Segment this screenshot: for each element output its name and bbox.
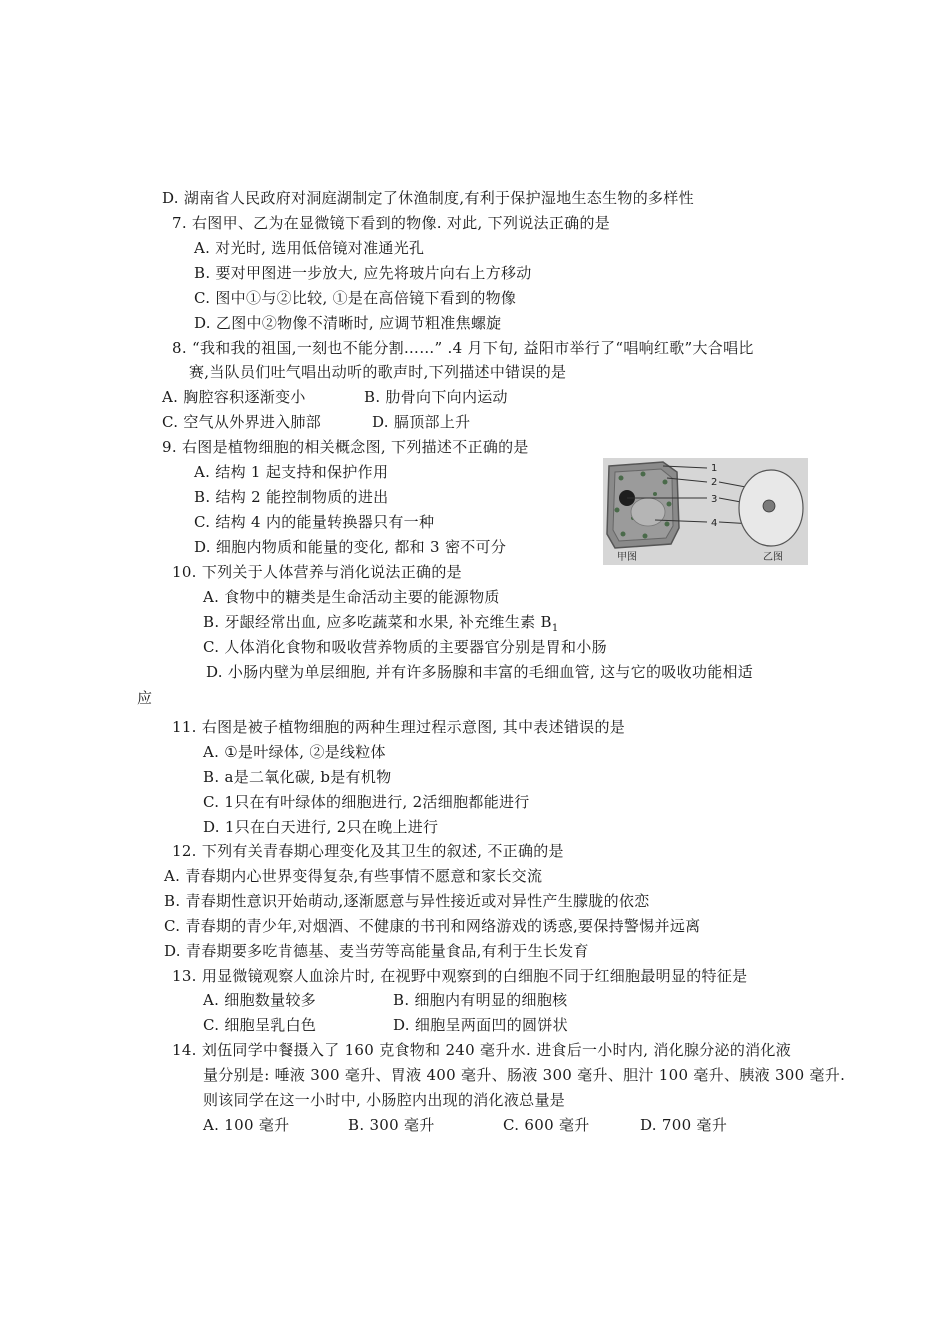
q11-option-c: C. 1只在有叶绿体的细胞进行, 2活细胞都能进行 [203,793,530,811]
q7-option-b: B. 要对甲图进一步放大, 应先将玻片向右上方移动 [194,264,532,282]
q10-option-b [203,612,559,639]
q13-stem: 13. 用显微镜观察人血涂片时, 在视野中观察到的白细胞不同于红细胞最明显的特征是 [172,967,748,985]
figure-label-4: 4 [711,518,718,529]
q11-option-d: D. 1只在白天进行, 2只在晚上进行 [203,818,439,836]
figure-caption-right: 乙图 [763,552,783,563]
q14-stem-cont1: 量分别是: 唾液 300 毫升、胃液 400 毫升、肠液 300 毫升、胆汁 100 毫升、胰液 300 毫升. [203,1066,846,1084]
q11-stem: 11. 右图是被子植物细胞的两种生理过程示意图, 其中表述错误的是 [172,718,626,736]
figure-label-2: 2 [711,477,718,488]
q7-option-d: D. 乙图中②物像不清晰时, 应调节粗准焦螺旋 [194,314,502,332]
q12-option-a: A. 青春期内心世界变得复杂,有些事情不愿意和家长交流 [164,867,543,885]
q8-stem: 8. “我和我的祖国,一刻也不能分割……” .4 月下旬, 益阳市举行了“唱响红歌”大合唱比 [172,339,754,357]
figure-label-1: 1 [711,463,718,474]
q9-option-b: B. 结构 2 能控制物质的进出 [194,488,389,506]
q9-option-a: A. 结构 1 起支持和保护作用 [194,463,389,481]
q12-option-c: C. 青春期的青少年,对烟酒、不健康的书刊和网络游戏的诱惑,要保持警惕并远离 [164,917,701,935]
q12-option-b: B. 青春期性意识开始萌动,逐渐愿意与异性接近或对异性产生朦胧的依恋 [164,892,650,910]
q13-option-b: B. 细胞内有明显的细胞核 [393,991,568,1009]
cell-diagram [603,458,808,565]
q7-option-a: A. 对光时, 选用低倍镜对准通光孔 [194,239,425,257]
q7-option-c: C. 图中①与②比较, ①是在高倍镜下看到的物像 [194,289,517,307]
q9-option-d: D. 细胞内物质和能量的变化, 都和 3 密不可分 [194,538,507,556]
q10-stem: 10. 下列关于人体营养与消化说法正确的是 [172,563,462,581]
q13-option-c: C. 细胞呈乳白色 [203,1016,317,1034]
q14-option-d: D. 700 毫升 [640,1116,728,1134]
q14-option-c: C. 600 毫升 [503,1116,590,1134]
animal-nucleus-shape [763,500,775,512]
q12-stem: 12. 下列有关青春期心理变化及其卫生的叙述, 不正确的是 [172,842,564,860]
q13-option-a: A. 细胞数量较多 [203,991,317,1009]
figure-caption-left: 甲图 [617,552,637,563]
q10-option-d: D. 小肠内壁为单层细胞, 并有许多肠腺和丰富的毛细血管, 这与它的吸收功能相适 [206,663,754,681]
q10-option-c: C. 人体消化食物和吸收营养物质的主要器官分别是胃和小肠 [203,638,607,656]
q8-option-b: B. 肋骨向下向内运动 [364,388,508,406]
q8-option-c: C. 空气从外界进入肺部 [162,413,322,431]
q12-option-d: D. 青春期要多吃肯德基、麦当劳等高能量食品,有利于生长发育 [164,942,589,960]
q14-option-a: A. 100 毫升 [203,1116,290,1134]
q14-stem-cont2: 则该同学在这一小时中, 小肠腔内出现的消化液总量是 [203,1091,566,1109]
plant-cell-figure [603,458,808,565]
q9-option-c: C. 结构 4 内的能量转换器只有一种 [194,513,435,531]
subscript-1: 1 [551,623,559,634]
q14-option-b: B. 300 毫升 [348,1116,435,1134]
q8-stem-cont: 赛,当队员们吐气唱出动听的歌声时,下列描述中错误的是 [189,363,567,381]
q11-option-a: A. ①是叶绿体, ②是线粒体 [203,743,386,761]
q10-option-d-cont: 应 [137,689,153,707]
q8-option-d: D. 膈顶部上升 [372,413,471,431]
figure-label-3: 3 [711,494,718,505]
q13-option-d: D. 细胞呈两面凹的圆饼状 [393,1016,568,1034]
q10-option-a: A. 食物中的糖类是生命活动主要的能源物质 [203,588,500,606]
q7-stem: 7. 右图甲、乙为在显微镜下看到的物像. 对此, 下列说法正确的是 [172,214,611,232]
vacuole-shape [631,498,665,526]
q10-option-b-text: B. 牙龈经常出血, 应多吃蔬菜和水果, 补充维生素 B [203,613,552,631]
q14-stem: 14. 刘伍同学中餐摄入了 160 克食物和 240 毫升水. 进食后一小时内, 消化腺分泌的消化液 [172,1041,792,1059]
q9-stem: 9. 右图是植物细胞的相关概念图, 下列描述不正确的是 [162,438,529,456]
q8-option-a: A. 胸腔容积逐渐变小 [162,388,306,406]
q6-option-d: D. 湖南省人民政府对洞庭湖制定了休渔制度,有利于保护湿地生态生物的多样性 [162,189,694,207]
q11-option-b: B. a是二氧化碳, b是有机物 [203,768,392,786]
